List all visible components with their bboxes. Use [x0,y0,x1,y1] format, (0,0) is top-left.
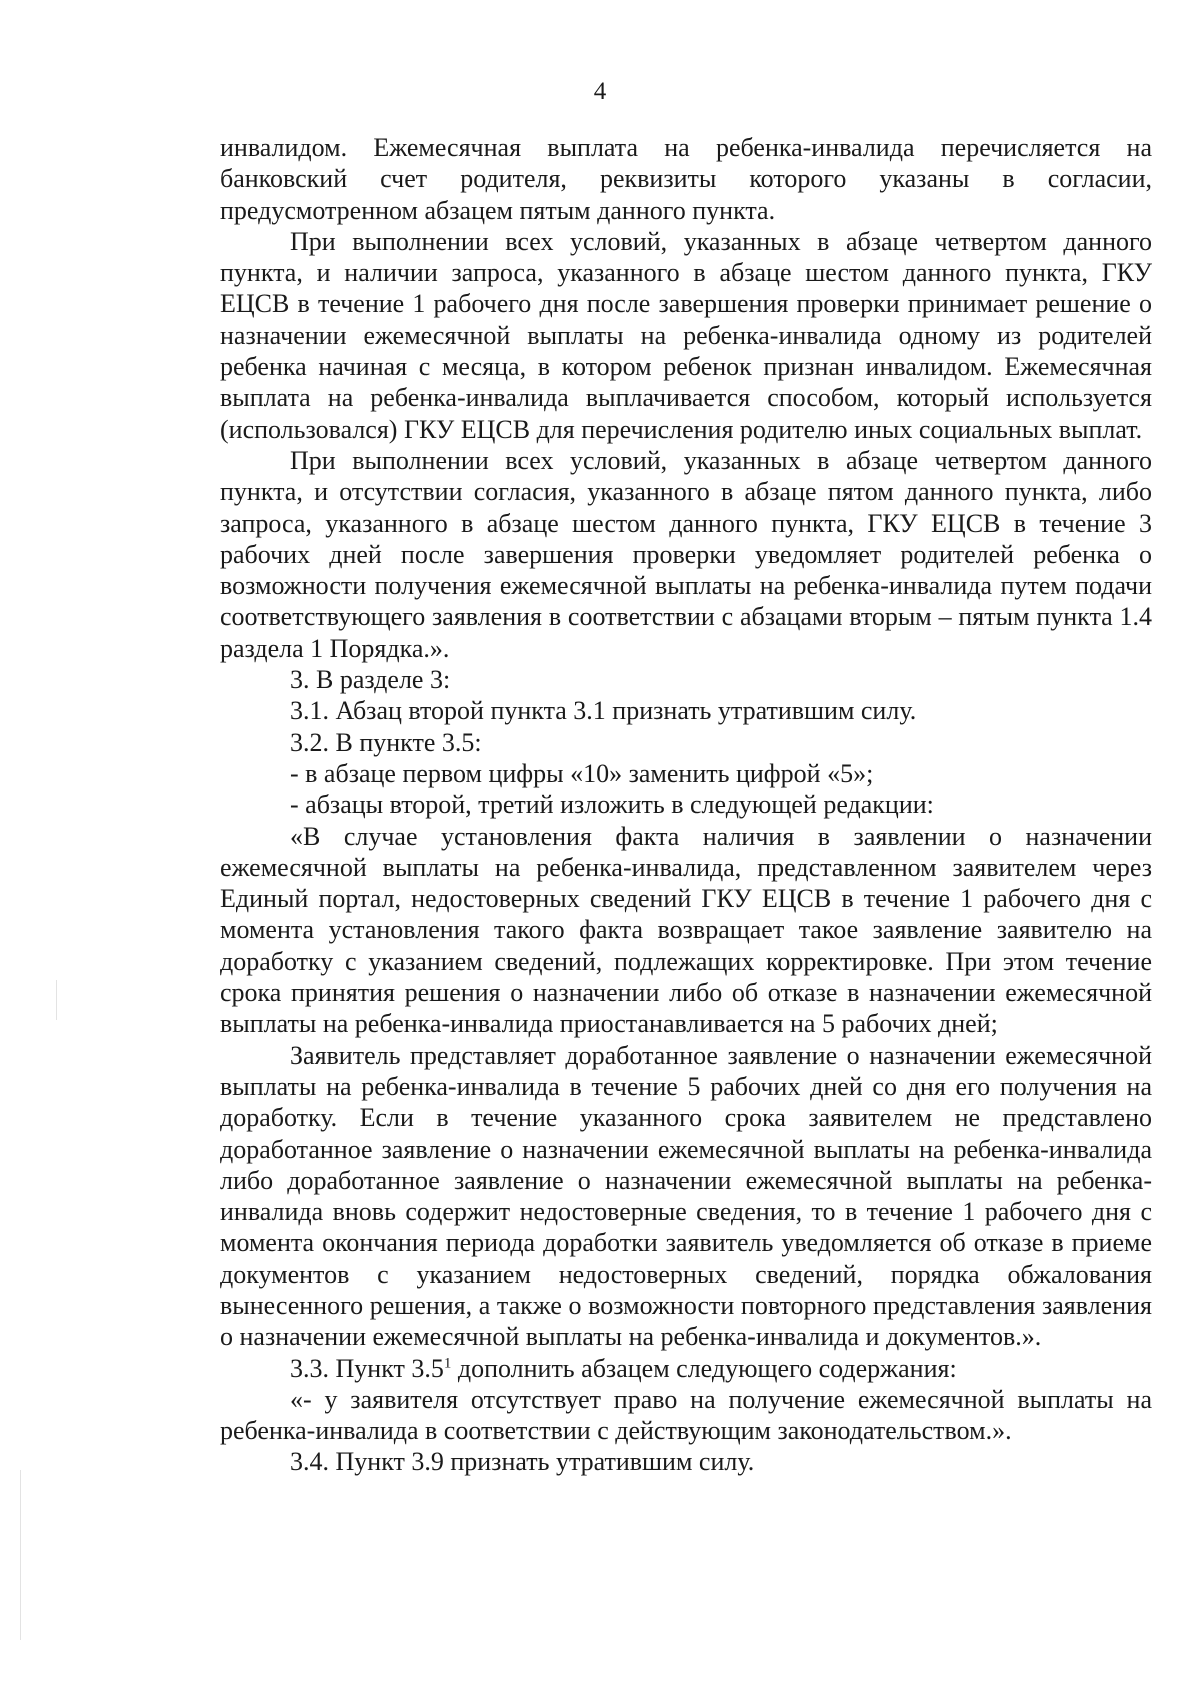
item-3-2: 3.2. В пункте 3.5: [290,727,482,757]
document-body [220,132,1152,1478]
quoted-paragraph-return-for-revision: «В случае установления факта наличия в заявлении о назначении ежемесячной выплаты на ребенка-инвалида, представленном заявителем через Единый портал, недостоверных сведений ГКУ ЕЦСВ в течение 1 рабочего дня с момента установления такого факта возвращает такое заявление заявителю на доработку с указанием сведений, подлежащих корректировке. При этом течение срока принятия решения о назначении либо об отказе в назначении ежемесячной выплаты на ребенка-инвалида приостанавливается на 5 рабочих дней; [220,821,1152,1039]
item-3-2-dash-1: - в абзаце первом цифры «10» заменить цифрой «5»; [290,758,874,788]
paragraph-continuation: инвалидом. Ежемесячная выплата на ребенка-инвалида перечисляется на банковский счет родителя, реквизиты которого указаны в согласии, предусмотренном абзацем пятым данного пункта. [220,133,1152,225]
item-3-4: 3.4. Пункт 3.9 признать утратившим силу. [290,1447,755,1477]
item-3-1: 3.1. Абзац второй пункта 3.1 признать утратившим силу. [290,696,917,726]
item-3-3 [220,1353,1152,1384]
item-3-3-text-after: дополнить абзацем следующего содержания: [451,1353,957,1383]
item-3-3-superscript: 1 [443,1354,452,1371]
scan-artifact-line [20,1470,21,1640]
item-3-2-dash-2: - абзацы второй, третий изложить в следующей редакции: [290,790,934,820]
item-3-section-3: 3. В разделе 3: [290,665,451,695]
paragraph-decision-assignment: При выполнении всех условий, указанных в абзаце четвертом данного пункта, и наличии запроса, указанного в абзаце шестом данного пункта, ГКУ ЕЦСВ в течение 1 рабочего дня после завершения проверки принимает решение о назначении ежемесячной выплаты на ребенка-инвалида одному из родителей ребенка начиная с месяца, в котором ребенок признан инвалидом. Ежемесячная выплата на ребенка-инвалида выплачивается способом, который используется (использовался) ГКУ ЕЦСВ для перечисления родителю иных социальных выплат. [220,226,1152,444]
paragraph-notification-parents: При выполнении всех условий, указанных в абзаце четвертом данного пункта, и отсутствии согласия, указанного в абзаце пятом данного пункта, либо запроса, указанного в абзаце шестом данного пункта, ГКУ ЕЦСВ в течение 3 рабочих дней после завершения проверки уведомляет родителей ребенка о возможности получения ежемесячной выплаты на ребенка-инвалида путем подачи соответствующего заявления в соответствии с абзацами вторым – пятым пункта 1.4 раздела 1 Порядка.». [220,445,1152,663]
item-3-3-text-before: 3.3. Пункт 3.5 [290,1353,444,1383]
scan-artifact-line [56,980,57,1020]
page-number: 4 [593,78,607,105]
quoted-paragraph-no-right: «- у заявителя отсутствует право на получение ежемесячной выплаты на ребенка-инвалида в соответствии с действующим законодательством.». [220,1384,1152,1446]
quoted-paragraph-applicant-resubmits: Заявитель представляет доработанное заявление о назначении ежемесячной выплаты на ребенка-инвалида в течение 5 рабочих дней со дня его получения на доработку. Если в течение указанного срока заявителем не представлено доработанное заявление о назначении ежемесячной выплаты на ребенка-инвалида либо доработанное заявление о назначении ежемесячной выплаты на ребенка-инвалида вновь содержит недостоверные сведения, то в течение 1 рабочего дня с момента окончания периода доработки заявитель уведомляется об отказе в приеме документов с указанием недостоверных сведений, порядка обжалования вынесенного решения, а также о возможности повторного представления заявления о назначении ежемесячной выплаты на ребенка-инвалида и документов.». [220,1040,1152,1352]
